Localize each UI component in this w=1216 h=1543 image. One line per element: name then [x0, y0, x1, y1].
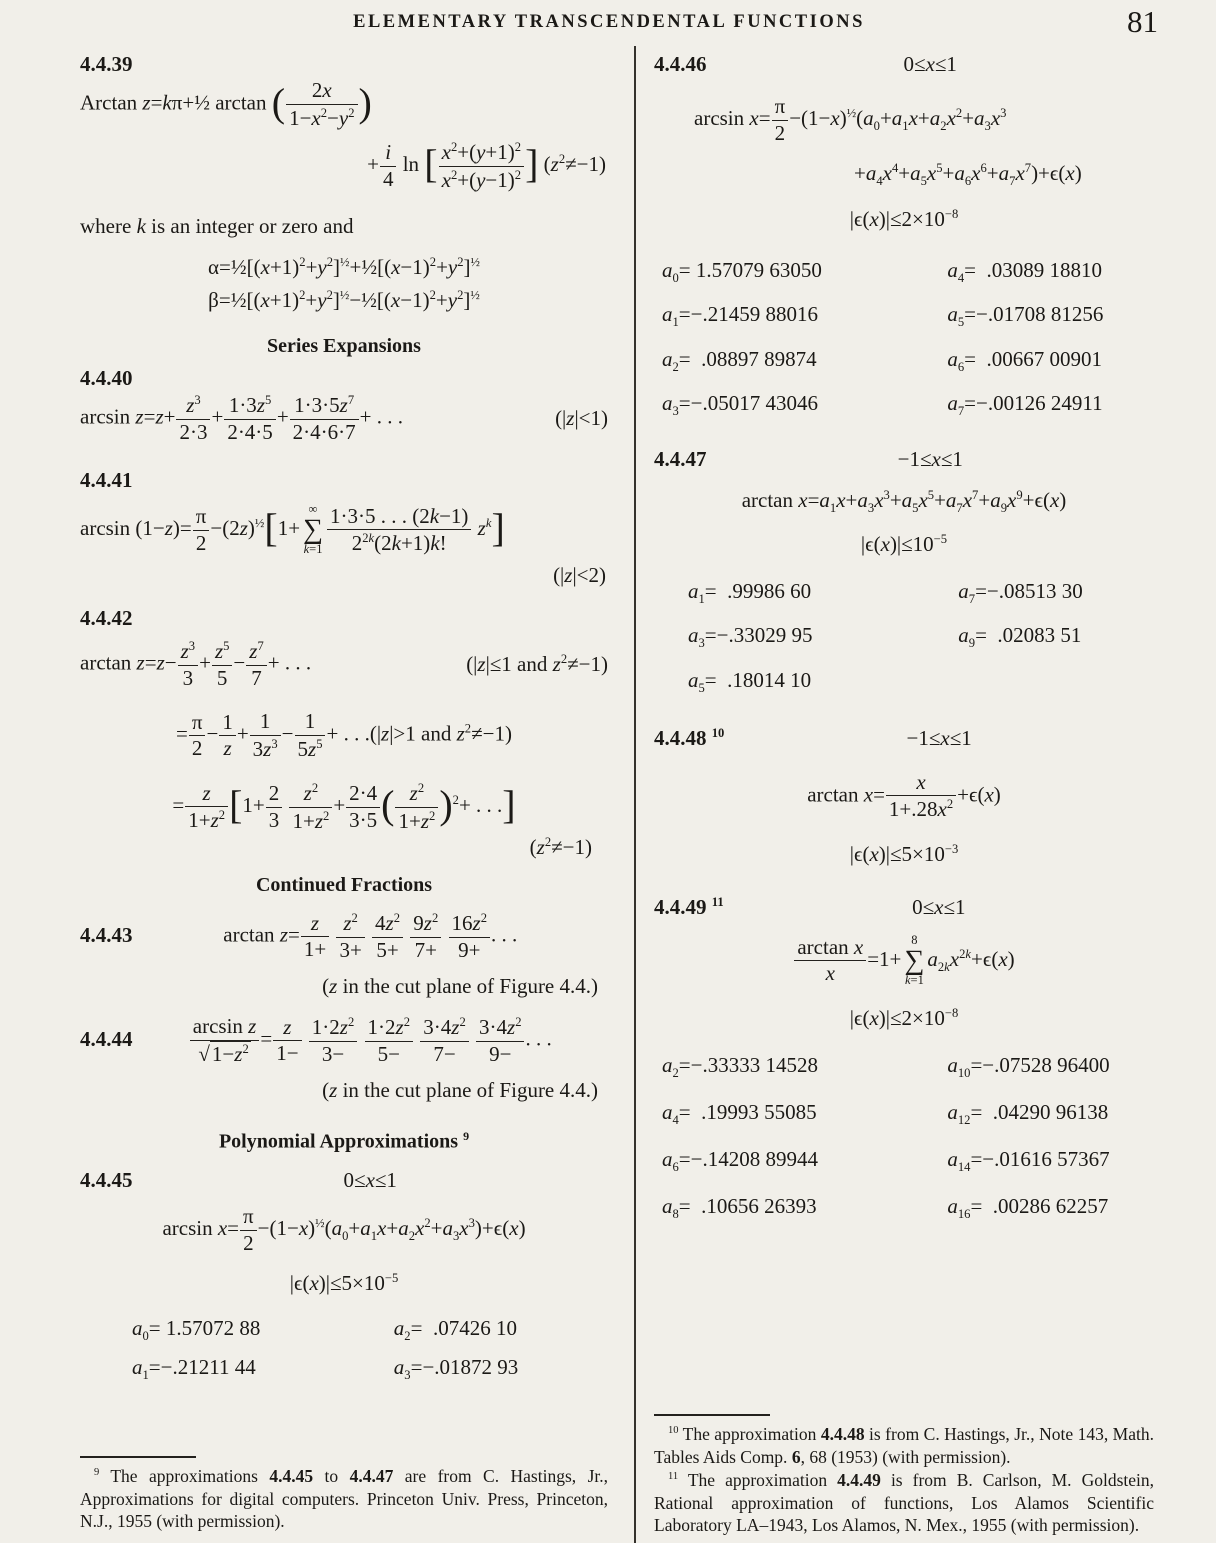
coeff-value: .04290 96138: [982, 1100, 1109, 1125]
coeff-name: $a_7=$: [947, 390, 976, 418]
footnote-11: $^{11}$ The approximation 4.4.49 is from B. Carlson, M. Goldstein, Rational approximation of functions, Los Alamos Scientific Laboratory LA–1943, Los Alamos, N. Mex., 1955 (with permission).: [654, 1469, 1155, 1536]
range-4445: 0≤x≤1: [343, 1168, 397, 1192]
coeff-name: $a_1=$: [662, 302, 691, 330]
coeff-a7-4447: [958, 579, 1154, 607]
coeff-name: $a_{14}=$: [947, 1147, 983, 1175]
row-4446: [654, 52, 1154, 77]
coeff-name: $a_1=$: [132, 1355, 161, 1383]
err-bound-4448: $|\epsilon(x)|\le 5\times 10^{-3}$: [849, 841, 959, 866]
coeff-a12-4449: [947, 1100, 1154, 1128]
coeff-value: −.01708 81256: [976, 302, 1104, 327]
coeff-a4-4446: [947, 258, 1154, 286]
coeff-table-4449: [654, 1053, 1154, 1223]
coeff-a16-4449: [947, 1194, 1154, 1222]
coeff-name: $a_1=$: [688, 579, 717, 607]
sec-num-4444: 4.4.44: [80, 1026, 133, 1051]
sec-num-4446: 4.4.46: [654, 52, 707, 76]
cond-4442-line1: (|z|≤1 and $z^2\ne-1$): [466, 652, 608, 677]
coeff-a9-4447: [958, 623, 1154, 651]
coeff-a6-4449: [662, 1147, 947, 1175]
sec-num-4443: 4.4.43: [80, 922, 133, 947]
coeff-value: −.07528 96400: [982, 1052, 1110, 1077]
coeff-name: $a_3=$: [688, 623, 717, 651]
coeff-name: $a_5=$: [947, 302, 976, 330]
footnote-9: $^9$ The approximations 4.4.45 to 4.4.47 are from C. Hastings, Jr., Approximations for digital computers. Princeton Univ. Press, Princeton, N.J., 1955 (with permission).: [80, 1465, 608, 1532]
footnote-rule-right: [654, 1414, 770, 1416]
right-footnote-block: [654, 1414, 1154, 1537]
sec-num-4439: 4.4.39: [80, 52, 133, 76]
page-header: [64, 4, 1158, 46]
eq-beta: $\beta=\frac{1}{2}[(x+1)^2+y^2]^{\frac{1}{2}}-\frac{1}{2}[(x-1)^2+y^2]^{\frac{1}{2}}$: [208, 288, 480, 313]
coeff-a3-4447: [688, 623, 958, 651]
coeff-a5-4446: [947, 302, 1154, 330]
sec-num-4440: 4.4.40: [80, 366, 133, 391]
coeff-value: −.33333 14528: [690, 1052, 818, 1077]
coeff-value: .00667 00901: [976, 346, 1102, 371]
range-4447: −1≤x≤1: [897, 446, 963, 471]
coeff-value: .18014 10: [716, 667, 812, 692]
coeff-table-4447: [654, 579, 1154, 696]
coeff-value: −.21211 44: [160, 1355, 256, 1380]
coeff-value: .19993 55085: [690, 1100, 817, 1125]
coeff-a3-4446: [662, 391, 947, 419]
eq-4442-row1: [80, 639, 608, 690]
heading-series-expansions: Series Expansions: [267, 335, 421, 358]
coeff-table-4445: [80, 1316, 608, 1383]
coeff-a1-4446: [662, 302, 947, 330]
row-4449: [654, 895, 1154, 920]
coeff-a5-4447: [688, 668, 958, 696]
sec-num-4445: 4.4.45: [80, 1168, 133, 1192]
eq-4439-line2: + $\frac{i}{4}$ ln [ $\frac{x^2+(y+1)^2}{x^2+(y-1)^2}$ ] $(z^2\ne-1)$: [367, 140, 606, 192]
coeff-a0-4445: [132, 1316, 394, 1344]
eq-4442-line1: arctan z=z− $\frac{z^3}{3}$ + $\frac{z^5}{5}$ − $\frac{z^7}{7}$ + . . .: [80, 639, 312, 690]
coeff-value: −.01616 57367: [982, 1147, 1110, 1172]
sec-num-4447: 4.4.47: [654, 446, 707, 471]
coeff-name: $a_2=$: [662, 346, 691, 374]
coeff-value: −.05017 43046: [690, 390, 818, 415]
coeff-a2-4446: [662, 347, 947, 375]
coeff-a4-4449: [662, 1100, 947, 1128]
footnote-rule-left: [80, 1456, 196, 1458]
coeff-name: $a_{16}=$: [947, 1194, 983, 1222]
sec-num-4441: 4.4.41: [80, 468, 133, 493]
running-title: ELEMENTARY TRANSCENDENTAL FUNCTIONS: [353, 12, 865, 32]
range-4448: −1≤x≤1: [906, 725, 972, 750]
coeff-name: $a_4=$: [947, 258, 976, 286]
coeff-a3-4445: [394, 1355, 608, 1383]
coeff-name: $a_3=$: [393, 1355, 423, 1383]
eq-4444: $\frac{\text{arcsin z}}{√1-z^2}$ = $\frac{z}{1-}$ $\frac{1\cdot 2z^2}{3-}$ $\frac{1\cdot 2z^2}{5-}$ $\frac{3\cdot 4z^2}{7-}$ $\frac{3\cdot 4z^2}{9-}$ . . .: [133, 1015, 609, 1066]
row-4447: [654, 447, 1154, 472]
eq-4442-line2: = $\frac{\pi}{2}$ − $\frac{1}{z}$ + $\frac{1}{3z^3}$ − $\frac{1}{5z^5}$ + . . .(|z|>1 and $z^2\ne-1$): [176, 709, 512, 761]
footnote-10: $^{10}$ The approximation 4.4.48 is from C. Hastings, Jr., Note 143, Math. Tables Aids Comp. 6, 68 (1953) (with permission).: [654, 1424, 1154, 1467]
coeff-name: $a_6=$: [662, 1147, 691, 1175]
coeff-a1-4445: [132, 1355, 394, 1383]
coeff-value: .07426 10: [422, 1316, 517, 1341]
err-bound-4446: $|\epsilon(x)|\le 2\times 10^{-8}$: [849, 207, 959, 232]
coeff-name: $a_{12}=$: [947, 1100, 983, 1128]
right-column: [634, 46, 1154, 1543]
err-bound-4447: $|\epsilon(x)|\le 10^{-5}$: [860, 532, 948, 557]
coeff-value: −.00126 24911: [976, 390, 1103, 415]
coeff-value: .10656 26393: [690, 1194, 817, 1219]
coeff-name: $a_4=$: [662, 1100, 691, 1128]
right-column-spacer: [654, 1223, 1154, 1415]
eq-4448: arctan x= $\frac{x}{1+.28x^2}$ +ϵ(x): [807, 769, 1001, 822]
coeff-name: $a_5=$: [688, 667, 717, 695]
left-column-spacer: [80, 1383, 608, 1455]
eq-4440-row: [80, 393, 608, 444]
err-bound-4449: $|\epsilon(x)|\le 2\times 10^{-8}$: [849, 1005, 959, 1030]
coeff-a2-4449: [662, 1053, 947, 1081]
err-bound-4445: $|\epsilon(x)|\le 5\times 10^{-5}$: [289, 1271, 399, 1296]
cond-4440: (|z|<1): [555, 406, 608, 431]
row-4444: [80, 1015, 608, 1066]
page-number: 81: [1127, 4, 1158, 39]
left-column: [64, 46, 634, 1543]
range-4449: 0≤x≤1: [912, 894, 966, 919]
cond-4441: (|z|<2): [553, 563, 606, 588]
eq-4443: arctan z= $\frac{z}{1+}$ $\frac{z^2}{3+}$ $\frac{4z^2}{5+}$ $\frac{9z^2}{7+}$ $\frac{16z^2}{9+}$ . . .: [223, 910, 518, 962]
coeff-a2-4445: [394, 1316, 608, 1344]
sec-num-4449: 4.4.49 $^{11}$: [654, 894, 724, 919]
coeff-name: $a_{10}=$: [947, 1052, 983, 1081]
eq-4449: $\frac{\text{arctan x}}{x}$ =1+ 8 ∑ k=1 $a_{2k}x^{2k}+\epsilon(x)$: [654, 934, 1154, 988]
coeff-a6-4446: [947, 347, 1154, 375]
coeff-value: .00286 62257: [982, 1194, 1109, 1219]
eq-4447: $\arctan x=a_1x+a_3x^3+a_5x^5+a_7x^7+a_9x^9+\epsilon(x)$: [741, 487, 1067, 516]
coeff-value: 1.57072 88: [160, 1316, 261, 1341]
coeff-name: $a_2=$: [393, 1316, 423, 1344]
eq-4446-line2: $+a_4x^4+a_5x^5+a_6x^6+a_7x^7)+\epsilon(x)$: [854, 161, 1082, 189]
coeff-a7-4446: [947, 391, 1154, 419]
coeff-name: $a_2=$: [662, 1052, 691, 1081]
left-footnote-block: [80, 1456, 608, 1533]
coeff-name: $a_8=$: [662, 1194, 691, 1222]
cond-4443: (z in the cut plane of Figure 4.4.): [322, 974, 598, 999]
cond-4444: (z in the cut plane of Figure 4.4.): [322, 1078, 598, 1103]
coeff-value: −.01872 93: [422, 1355, 519, 1380]
eq-4446-line1: arcsin x= $\frac{\pi}{2}$ $-(1-x)^{\frac{1}{2}}(a_0+a_1x+a_2x^2+a_3x^3$: [694, 94, 1007, 145]
coeff-name: $a_9=$: [958, 623, 987, 651]
coeff-value: −.14208 89944: [690, 1147, 818, 1172]
coeff-value: .02083 51: [986, 623, 1082, 648]
coeff-name: $a_0=$: [662, 258, 691, 286]
heading-polynomial-approximations: Polynomial Approximations $^9$: [218, 1129, 470, 1153]
coeff-table-4446: [654, 258, 1154, 419]
coeff-value: 1.57079 63050: [690, 258, 822, 283]
where-clause: where k is an integer or zero and: [80, 214, 354, 239]
coeff-name: $a_7=$: [958, 579, 987, 607]
eq-4440: arcsin z=z+ $\frac{z^3}{2\cdot 3}$ + $\frac{1\cdot 3z^5}{2\cdot 4\cdot 5}$ + $\frac{1\cdot 3\cdot 5z^7}{2\cdot 4\cdot 6\cdot 7}$ + . . .: [80, 393, 403, 444]
coeff-a14-4449: [947, 1147, 1154, 1175]
coeff-value: .99986 60: [716, 579, 812, 604]
row-4445: [80, 1168, 608, 1193]
coeff-a0-4446: [662, 258, 947, 286]
heading-continued-fractions: Continued Fractions: [255, 874, 433, 897]
range-4446: 0≤x≤1: [903, 52, 957, 76]
eq-4441: arcsin (1−z)= $\frac{\pi}{2}$ $-(2z)^{\frac{1}{2}}[1+$ ∞ ∑ k=1 $\frac{1\cdot 3\cdot 5 . . . (2k-1)}{2^{2k}(2k+1)k!}$ $z^k$]: [80, 502, 505, 557]
coeff-name: $a_0=$: [132, 1316, 161, 1344]
eq-4439-line1: Arctan z=kπ+½ arctan ( $\frac{2x}{1-x^2-y^2}$ ): [80, 78, 372, 130]
sec-num-4448: 4.4.48 $^{10}$: [654, 725, 725, 750]
cond-4442-line3: $(z^2\ne-1)$: [529, 835, 592, 860]
eq-4445: arcsin x= $\frac{\pi}{2}$ $-(1-x)^{\frac{1}{2}}(a_0+a_1x+a_2x^2+a_3x^3)+\epsilon(x)$: [162, 1204, 526, 1255]
coeff-a10-4449: [947, 1053, 1154, 1081]
eq-4442-line3: = $\frac{z}{1+z^2}$ [1+ $\frac{2}{3}$ $\frac{z^2}{1+z^2}$ + $\frac{2\cdot 4}{3\cdot 5}$ ( $\frac{z^2}{1+z^2}$ )$^2$+ . . .]: [172, 780, 516, 833]
coeff-value: −.08513 30: [986, 579, 1083, 604]
coeff-a8-4449: [662, 1194, 947, 1222]
coeff-name: $a_6=$: [947, 346, 976, 374]
sec-num-4442: 4.4.42: [80, 606, 133, 631]
coeff-value: .03089 18810: [976, 258, 1102, 283]
coeff-name: $a_3=$: [662, 390, 691, 418]
coeff-a1-4447: [688, 579, 958, 607]
eq-alpha: $\alpha=\frac{1}{2}[(x+1)^2+y^2]^{\frac{1}{2}}+\frac{1}{2}[(x-1)^2+y^2]^{\frac{1}{2}}$: [208, 255, 480, 280]
two-column-layout: [64, 46, 1154, 1543]
row-4443: [80, 911, 608, 962]
row-4448: [654, 726, 1154, 751]
coeff-value: .08897 89874: [690, 346, 817, 371]
coeff-value: −.21459 88016: [690, 302, 818, 327]
coeff-value: −.33029 95: [716, 623, 813, 648]
